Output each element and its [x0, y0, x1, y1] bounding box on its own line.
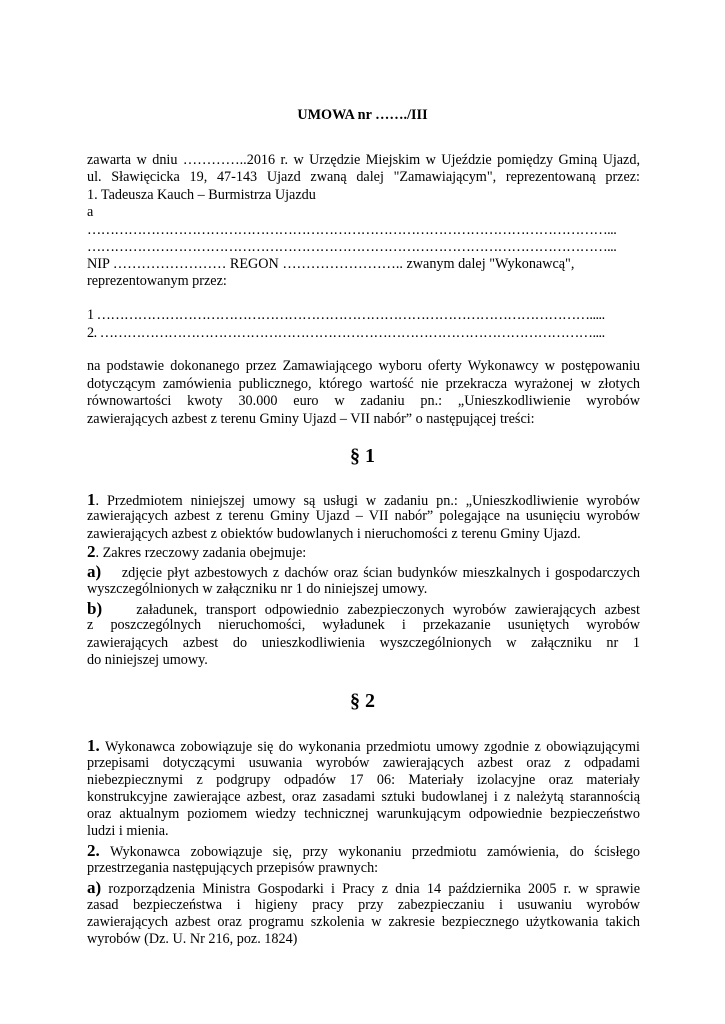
basis-line-3: równowartości kwoty 30.000 euro w zadaniu pn.: „Unieszkodliwienie wyrobów: [87, 393, 640, 409]
s2-point-1-line-2: przepisami dotyczącymi usuwania wyrobów zawierających azbest oraz z odpadami: [87, 755, 640, 771]
s2-item-a-label: a): [87, 878, 102, 897]
s2-point-1-line-4: konstrukcyjne zawierające azbest, oraz zasadami sztuki budowlanej i z należytą starannością: [87, 789, 640, 805]
s2-point-1-text: Wykonawca zobowiązuje się do wykonania przedmiotu umowy zgodnie z obowiązującymi: [104, 739, 640, 755]
s2-point-2-line-1: [87, 842, 640, 861]
s2-point-2-line-2: przestrzegania następujących przepisów prawnych:: [87, 860, 379, 876]
s2-point-2-number: 2.: [87, 841, 100, 860]
s1-point-1-line-2: zawierających azbest z terenu Gminy Ujazd – VII nabór” polegające na usunięciu wyrobów: [87, 508, 640, 524]
s2-point-1-line-3: niebezpiecznymi z podgrupy odpadów 17 06: Materiały izolacyjne oraz materiały: [87, 772, 640, 788]
contractor-name-field: ……………………………………………………………………………………………………...: [87, 222, 617, 238]
s1-item-b-line-4: do niniejszej umowy.: [87, 652, 208, 668]
s1-item-a-line-2: wyszczególnionych w załączniku nr 1 do niniejszej umowy.: [87, 581, 428, 597]
intro-line-1: zawarta w dniu …………..2016 r. w Urzędzie Miejskim w Ujeździe pomiędzy Gminą Ujazd,: [87, 152, 640, 168]
document-title: UMOWA nr ……./III: [297, 107, 428, 123]
s2-point-2-text: Wykonawca zobowiązuje się, przy wykonaniu przedmiotu zamówienia, do ścisłego: [110, 844, 640, 860]
basis-line-4: zawierających azbest z terenu Gminy Ujazd – VII nabór” o następującej treści:: [87, 411, 535, 427]
basis-line-1: na podstawie dokonanego przez Zamawiającego wyboru oferty Wykonawcy w postępowaniu: [87, 358, 640, 374]
s1-point-1-line-3: zawierających azbest z obiektów budowlanych i nieruchomości z terenu Gminy Ujazd.: [87, 526, 581, 542]
nip-regon-line: NIP …………………… REGON …………………….. zwanym dalej "Wykonawcą",: [87, 256, 575, 272]
s2-point-1-line-5: oraz aktualnym poziomem wiedzy technicznej warunkującym odpowiednie bezpieczeństwo: [87, 806, 640, 822]
s1-point-1-text: . Przedmiotem niniejszej umowy są usługi w zadaniu pn.: „Unieszkodliwienie wyrobów: [95, 493, 640, 509]
s2-point-1-line-6: ludzi i mienia.: [87, 823, 169, 839]
s1-point-2-text: . Zakres rzeczowy zadania obejmuje:: [95, 545, 307, 561]
s1-item-b-label: b): [87, 599, 103, 618]
s2-item-a-line-2: zasad bezpieczeństwa i higieny pracy przy zabezpieczaniu i usuwaniu wyrobów: [87, 897, 640, 913]
s1-item-b-line-2: z poszczególnych nieruchomości, wyładunek i przekazanie usuniętych wyrobów: [87, 617, 640, 633]
representative-1-field: 1 ……………………………………………………………………………………………….....: [87, 307, 605, 323]
representative-2-field: 2. ………………………………………………………………………………………………....: [87, 325, 605, 341]
s2-item-a-line-3: zawierających azbest oraz programu szkolenia w zakresie bezpiecznego użytkowania takich: [87, 914, 640, 930]
s2-item-a-line-1: [87, 879, 640, 898]
s1-item-a-line-1: [87, 563, 640, 582]
s2-point-1-line-1: [87, 737, 640, 756]
s1-item-b-line-3: zawierających azbest do unieszkodliwienia wyszczególnionych w załączniku nr 1: [87, 635, 640, 651]
s2-item-a-line-4: wyrobów (Dz. U. Nr 216, poz. 1824): [87, 931, 298, 947]
s1-item-a-text: zdjęcie płyt azbestowych z dachów oraz ścian budynków mieszkalnych i gospodarczych: [121, 565, 640, 581]
s1-point-2-line-1: [87, 543, 306, 562]
s1-point-1-number: 1: [87, 490, 96, 509]
s2-point-1-number: 1.: [87, 736, 100, 755]
section-2-heading: § 2: [350, 690, 375, 712]
section-1-heading: § 1: [350, 445, 375, 467]
intro-line-2: ul. Sławięcicka 19, 47-143 Ujazd zwaną dalej "Zamawiającym", reprezentowaną przez:: [87, 169, 640, 185]
s1-point-2-number: 2: [87, 542, 96, 561]
contractor-address-field: ……………………………………………………………………………………………………...: [87, 239, 617, 255]
s2-item-a-text: rozporządzenia Ministra Gospodarki i Pracy z dnia 14 października 2005 r. w sprawie: [108, 881, 640, 897]
intro-line-3: 1. Tadeusza Kauch – Burmistrza Ujazdu: [87, 187, 316, 203]
s1-item-b-text: załadunek, transport odpowiednio zabezpieczonych wyrobów zawierających azbest: [136, 602, 641, 618]
represented-by-label: reprezentowanym przez:: [87, 273, 227, 289]
intro-line-4: a: [87, 204, 94, 220]
s1-item-a-label: a): [87, 562, 102, 581]
basis-line-2: dotyczącym zamówienia publicznego, którego wartość nie przekracza wyrażonej w złotych: [87, 376, 640, 392]
